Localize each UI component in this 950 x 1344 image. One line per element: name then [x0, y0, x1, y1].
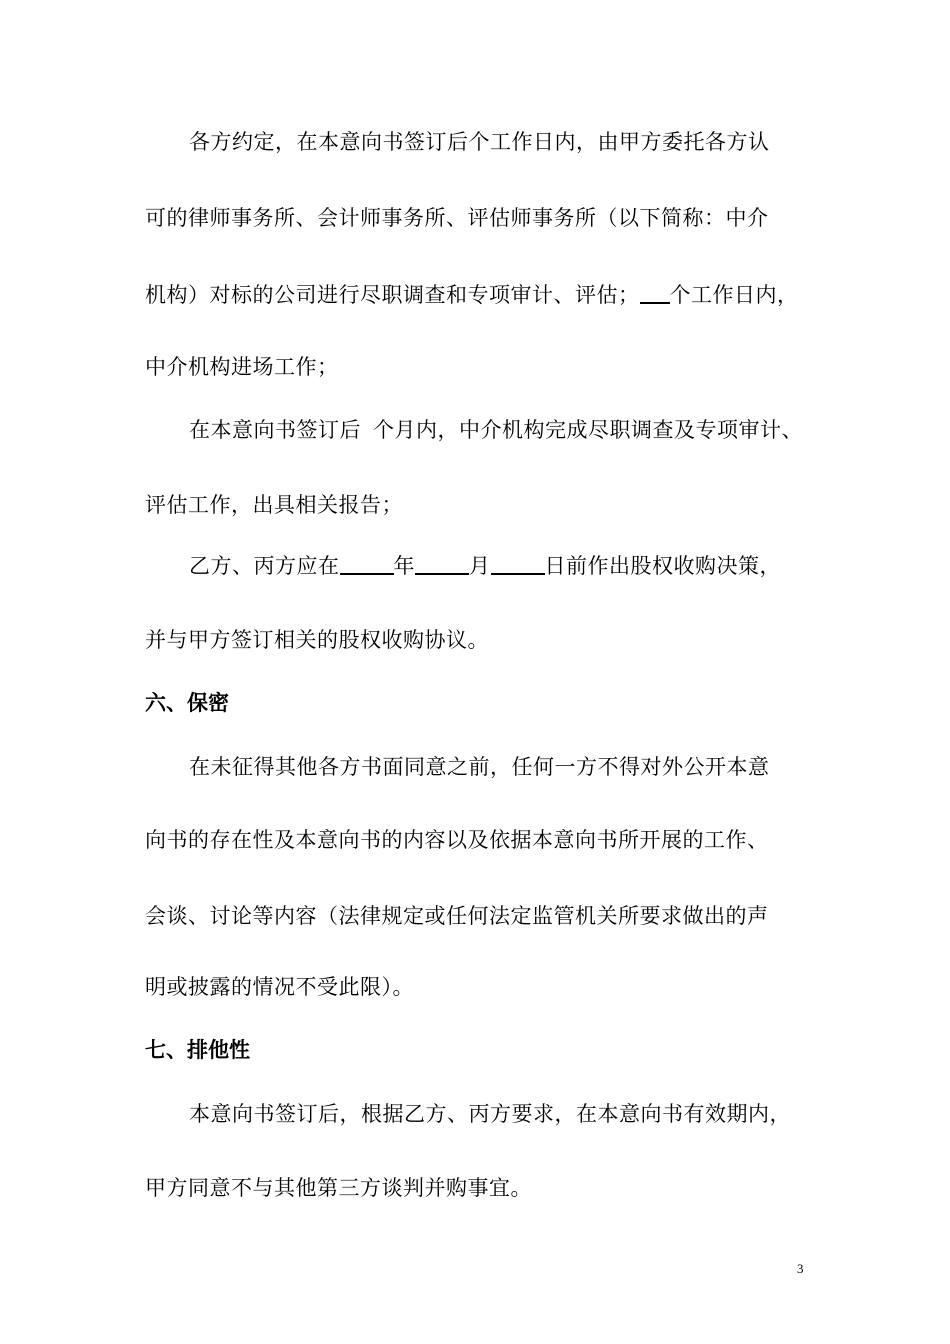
text-segment: 个月内，中介机构完成尽职调查及专项审计、	[373, 418, 803, 442]
text-segment: 日前作出股权收购决策，	[544, 554, 781, 578]
fill-blank-year	[340, 553, 394, 575]
paragraph-line: 明或披露的情况不受此限）。	[145, 975, 414, 999]
paragraph-line	[189, 551, 810, 581]
paragraph-line: 可的律师事务所、会计师事务所、评估师事务所（以下简称：中介	[145, 206, 769, 230]
paragraph-line: 甲方同意不与其他第三方谈判并购事宜。	[145, 1176, 532, 1200]
paragraph-line: 中介机构进场工作；	[145, 355, 339, 379]
paragraph-line: 向书的存在性及本意向书的内容以及依据本意向书所开展的工作、	[145, 828, 769, 852]
page-number: 3	[797, 1261, 804, 1276]
paragraph-line: 各方约定，在本意向书签订后个工作日内，由甲方委托各方认	[189, 130, 770, 154]
text-segment: 个工作日内，	[669, 283, 799, 307]
paragraph-line: 本意向书签订后，根据乙方、丙方要求，在本意向书有效期内，	[189, 1102, 791, 1126]
section-heading-exclusivity: 七、排他性	[145, 1038, 250, 1062]
text-segment: 在本意向书签订后	[189, 418, 361, 442]
fill-blank	[640, 282, 670, 304]
fill-blank-day	[491, 553, 545, 575]
paragraph-line: 并与甲方签订相关的股权收购协议。	[145, 628, 489, 652]
fill-blank-month	[415, 553, 469, 575]
text-segment: 月	[469, 554, 491, 578]
text-segment: 机构）对标的公司进行尽职调查和专项审计、评估；	[145, 283, 640, 307]
paragraph-line	[189, 415, 810, 445]
paragraph-line: 评估工作，出具相关报告；	[145, 493, 403, 517]
section-heading-confidentiality: 六、保密	[145, 691, 229, 715]
paragraph-line	[145, 280, 810, 310]
paragraph-line: 在未征得其他各方书面同意之前，任何一方不得对外公开本意	[189, 755, 770, 779]
text-segment: 年	[393, 554, 415, 578]
paragraph-line: 会谈、讨论等内容（法律规定或任何法定监管机关所要求做出的声	[145, 904, 769, 928]
text-segment: 乙方、丙方应在	[189, 554, 340, 578]
